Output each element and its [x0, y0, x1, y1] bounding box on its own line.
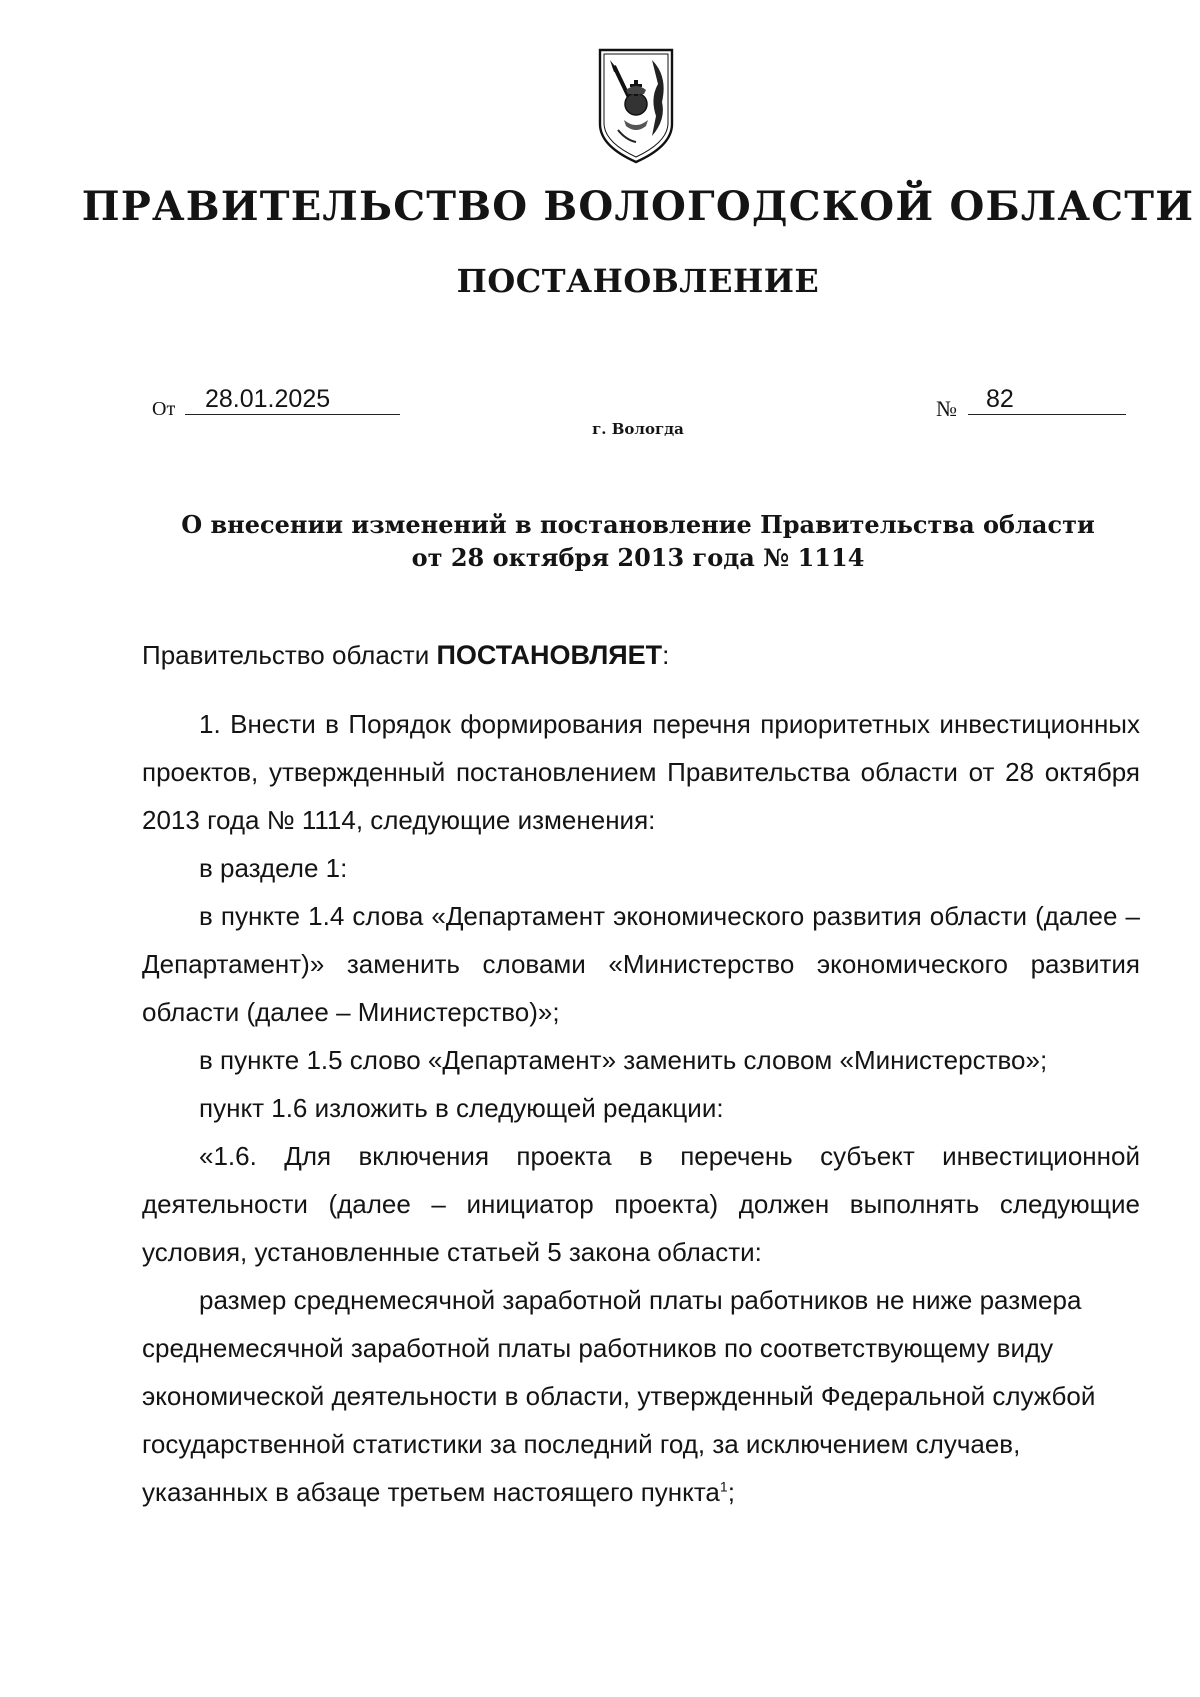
intro-decree-word: ПОСТАНОВЛЯЕТ: [436, 640, 663, 670]
document-number: 82: [968, 384, 1126, 415]
document-subject: [0, 508, 1200, 574]
decree-intro: [142, 631, 1140, 679]
coat-of-arms-icon: [596, 46, 676, 166]
organization-title: ПРАВИТЕЛЬСТВО ВОЛОГОДСКОЙ ОБЛАСТИ: [81, 183, 1195, 230]
paragraph: в пункте 1.5 слово «Департамент» заменить словом «Министерство»;: [199, 1045, 1048, 1075]
paragraph: «1.6. Для включения проекта в перечень субъект инвестиционной деятельности (далее – инициатор проекта) должен выполнять следующие условия, установленные статьей 5 закона области:: [142, 1141, 1140, 1267]
number-label: №: [936, 396, 957, 421]
paragraph: пункт 1.6 изложить в следующей редакции:: [199, 1093, 724, 1123]
document-body: [142, 631, 1140, 1516]
paragraph: [142, 1276, 1140, 1516]
paragraph-end: ;: [727, 1477, 735, 1507]
date-label: От: [152, 398, 176, 420]
paragraph: в пункте 1.4 слова «Департамент экономического развития области (далее – Департамент)» заменить словами «Министерство экономического развития области (далее – Министерство)»;: [142, 901, 1140, 1027]
subject-line-1: О внесении изменений в постановление Правительства области: [181, 510, 1095, 539]
intro-suffix: :: [662, 640, 670, 670]
footnote-mark: 1: [719, 1478, 728, 1495]
document-type: ПОСТАНОВЛЕНИЕ: [456, 262, 820, 300]
subject-line-2: от 28 октября 2013 года № 1114: [411, 543, 865, 572]
paragraph-text: размер среднемесячной заработной платы работников не ниже размера среднемесячной заработной платы работников по соответствующему виду экономической деятельности в области, утвержденный Федеральной службой государственной статистики за последний год, за исключением случаев, указанных в абзаце третьем настоящего пункта: [142, 1285, 1096, 1507]
city-label: г. Вологда: [592, 420, 684, 438]
document-date: 28.01.2025: [185, 384, 400, 415]
paragraph: в разделе 1:: [199, 853, 348, 883]
paragraph: 1. Внести в Порядок формирования перечня приоритетных инвестиционных проектов, утвержденный постановлением Правительства области от 28 октября 2013 года № 1114, следующие изменения:: [142, 709, 1140, 835]
intro-prefix: Правительство области: [142, 640, 437, 670]
